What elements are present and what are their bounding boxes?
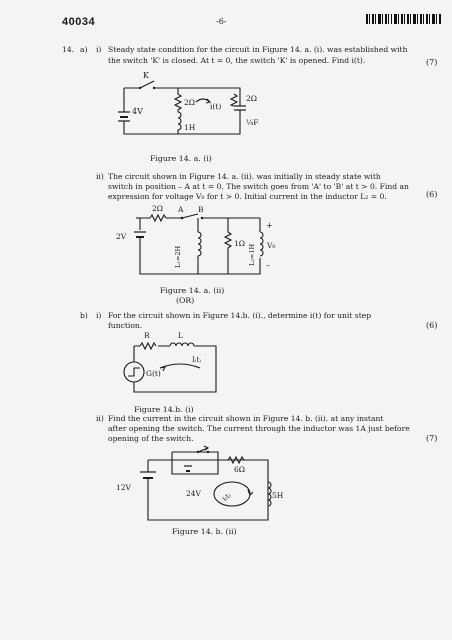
q14a2-text-line2: switch in position – A at t = 0. The switch goes from 'A' to 'B' at t > 0. Find an: [108, 182, 409, 191]
r-2ohm-label: 2Ω: [152, 204, 163, 213]
l1-label: L₁=2H: [174, 245, 182, 268]
switch-k-label: K: [143, 71, 149, 80]
sub-ii-label: ii): [96, 172, 104, 181]
q14a1-text-line1: Steady state condition for the circuit in Figure 14. a. (i). was established with: [108, 45, 408, 54]
q14b2-text-line2: after opening the switch. The current through the inductor was 1A just before: [108, 424, 410, 433]
part-a-label: a): [80, 45, 88, 54]
q14b2-text-line1: Find the current in the circuit shown in Figure 14. b. (ii). at any instant: [108, 414, 384, 423]
paper-code: 40034: [62, 16, 96, 28]
r-6ohm-label: 6Ω: [234, 465, 245, 474]
q14b2-text-line3: opening of the switch.: [108, 434, 194, 443]
figure-14b-ii-circuit: [110, 444, 290, 526]
figure-14b-ii-caption: Figure 14. b. (ii): [172, 527, 237, 536]
or-separator: (OR): [176, 296, 195, 305]
q14b2-marks: (7): [426, 434, 438, 443]
q14a1-marks: (7): [426, 58, 438, 67]
q14a2-text-line1: The circuit shown in Figure 14. a. (ii). was initially in steady state with: [108, 172, 381, 181]
vo-minus: –: [266, 261, 270, 270]
source-12v-label: 12V: [116, 483, 131, 492]
figure-14a-i-circuit: [110, 68, 270, 148]
part-b-label: b): [80, 311, 88, 320]
source-4v-label: 4V: [132, 107, 143, 116]
r-1ohm-label: 1Ω: [234, 239, 245, 248]
q14a1-text-line2: the switch 'K' is closed. At t = 0, the switch 'K' is opened. Find i(t).: [108, 56, 366, 65]
figure-14a-ii-circuit: [110, 202, 280, 286]
r2-label: 2Ω: [246, 94, 257, 103]
l-label: L: [178, 331, 183, 340]
r-label: R: [144, 331, 150, 340]
source-2v-label: 2V: [116, 232, 127, 241]
figure-14b-i-circuit: [120, 330, 230, 400]
l-5h-label: 5H: [272, 491, 284, 500]
source-gt-label: G(t): [146, 369, 161, 378]
capacitor-label: ¼F: [246, 118, 259, 127]
q14b1-text-line2: function.: [108, 321, 143, 330]
figure-14a-ii-caption: Figure 14. a. (ii): [160, 286, 225, 295]
r1-label: 2Ω: [184, 98, 195, 107]
q14b1-marks: (6): [426, 321, 438, 330]
current-it-label-c: i₍t₎: [220, 491, 233, 503]
page-number: -6-: [216, 17, 227, 26]
source-24v-label: 24V: [186, 489, 201, 498]
question-number: 14.: [62, 45, 75, 54]
sub-ii-label-b: ii): [96, 414, 104, 423]
barcode: [366, 14, 442, 24]
l2-label: L₂=1H: [248, 243, 256, 266]
vo-label: V₀: [267, 241, 276, 250]
inductor-1h-label: 1H: [184, 123, 196, 132]
current-it-label-b: I₍t₎: [192, 356, 202, 364]
sub-i-label-b: i): [96, 311, 102, 320]
sub-i-label: i): [96, 45, 102, 54]
current-it-label: i(t): [210, 102, 222, 111]
pos-a-label: A: [178, 205, 184, 214]
q14a2-text-line3: expression for voltage V₀ for t > 0. Initial current in the inductor L₂ = 0.: [108, 192, 387, 201]
vo-plus: +: [266, 221, 273, 230]
figure-14b-i-caption: Figure 14.b. (i): [134, 405, 194, 414]
q14b1-text-line1: For the circuit shown in Figure 14.b. (i)., determine i(t) for unit step: [108, 311, 372, 320]
q14a2-marks: (6): [426, 190, 438, 199]
figure-14a-i-caption: Figure 14. a. (i): [150, 154, 212, 163]
pos-b-label: B: [198, 205, 204, 214]
